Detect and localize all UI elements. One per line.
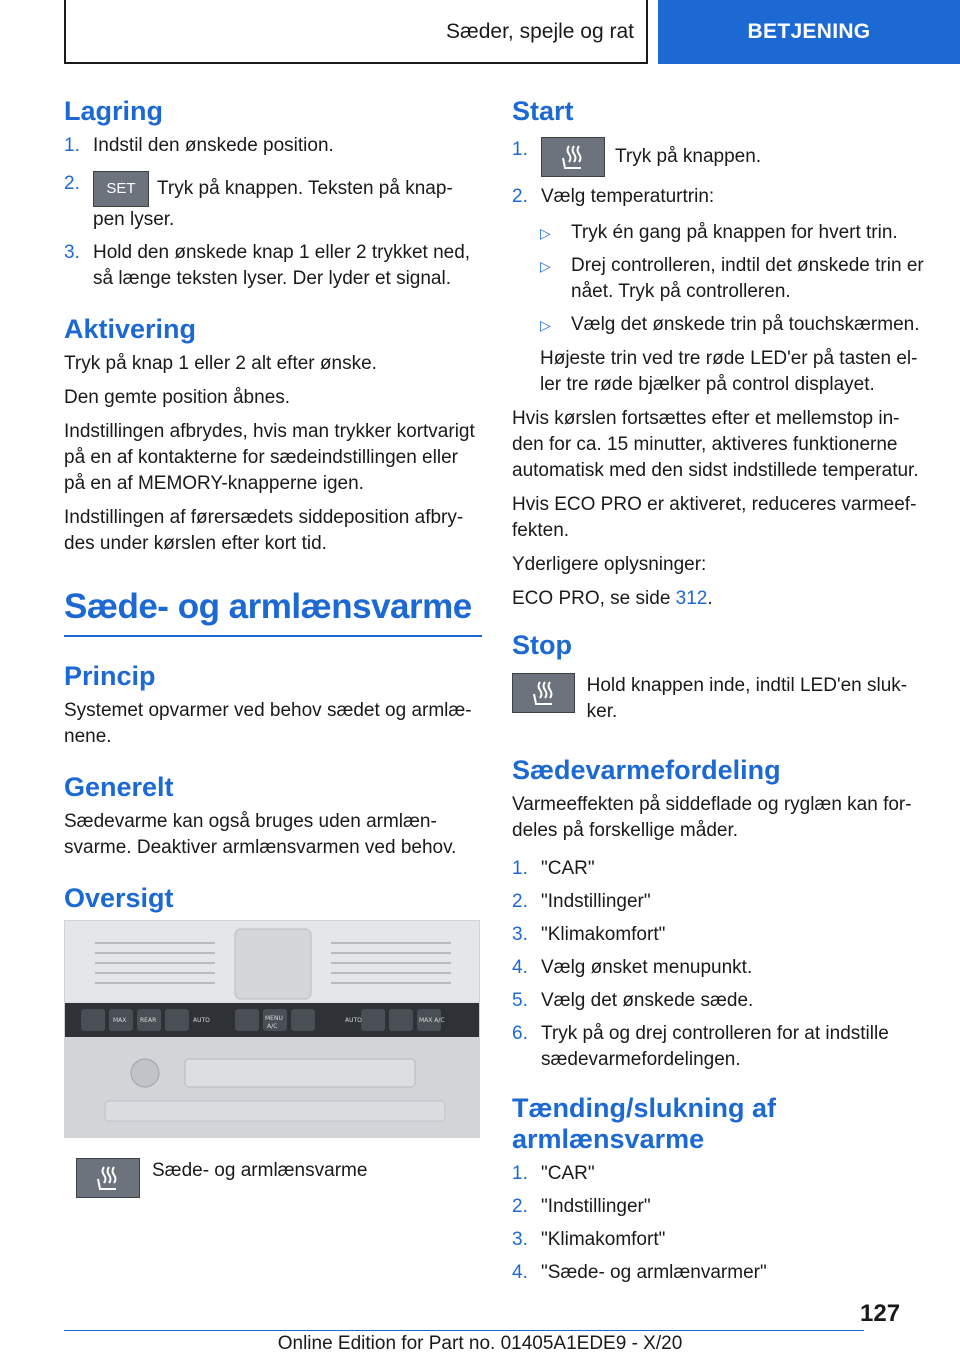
list-item: [512, 137, 930, 177]
photo-label: MAX: [113, 1017, 127, 1025]
paragraph: Hvis ECO PRO er aktiveret, reduceres varmeef-fekten.: [512, 494, 917, 542]
paragraph: Indstillingen af førersædets siddeposition afbry-des under kørslen efter kort tid.: [64, 507, 464, 555]
heading-aktivering: Aktivering: [64, 314, 197, 345]
photo-label: AUTO: [193, 1017, 210, 1025]
step-number: 2.: [64, 173, 80, 195]
list-item: 2. "Indstillinger": [512, 891, 651, 913]
paragraph: Hold knappen inde, indtil LED'en sluk-ker.: [586, 675, 908, 723]
heading-start: Start: [512, 96, 574, 126]
photo-label: A/C: [267, 1023, 278, 1031]
chapter-title: Sæde- og armlænsvarme: [64, 587, 482, 637]
start-steps: [512, 137, 930, 210]
list-item: 3. "Klimakomfort": [512, 924, 666, 946]
heading-princip: Princip: [64, 661, 156, 692]
heading-generelt: Generelt: [64, 772, 174, 803]
list-item: ▷ Drej controlleren, indtil det ønskede trin er nået. Tryk på controlleren.: [540, 255, 924, 303]
list-item: 5. Vælg det ønskede sæde.: [512, 990, 754, 1012]
footer-rule: [64, 1330, 864, 1331]
start-options: [512, 220, 930, 338]
paragraph: Yderligere oplysninger:: [512, 554, 707, 576]
triangle-bullet-icon: ▷: [540, 258, 551, 275]
step-number: 1.: [64, 135, 80, 157]
heading-saedevarmefordeling: Sædevarmefordeling: [512, 755, 781, 786]
list-item: 4. "Sæde- og armlænvarmer": [512, 1262, 767, 1284]
photo-label: MAX A/C: [419, 1017, 445, 1025]
list-item: 3. "Klimakomfort": [512, 1229, 666, 1251]
step-text: Hold den ønskede knap 1 eller 2 trykket ned, så længe teksten lyser. Der lyder et signal.: [93, 242, 471, 290]
page-link[interactable]: 312: [675, 588, 708, 610]
step-number: 1.: [512, 139, 528, 161]
paragraph: Højeste trin ved tre røde LED'er på tasten el-ler tre røde bjælker på control displayet.: [540, 348, 918, 396]
page-number: 127: [860, 1300, 901, 1327]
paragraph: Indstillingen afbrydes, hvis man trykker kortvarigt på en af kontakterne for sædeindstillingen eller på en af MEMORY-knapperne igen.: [64, 421, 475, 495]
fordeling-steps: [512, 856, 930, 1073]
seat-heating-button-icon: [76, 1158, 140, 1198]
right-column: [512, 96, 930, 1296]
left-column: [64, 96, 482, 1198]
seat-heating-button-icon: [541, 137, 605, 177]
paragraph: Hvis kørslen fortsættes efter et mellemstop in-den for ca. 15 minutter, aktiveres funktionerne automatisk med den sidst indstillede temperatur.: [512, 408, 919, 482]
set-button-icon: SET: [93, 171, 149, 207]
paragraph: Tryk på knap 1 eller 2 alt efter ønske.: [64, 353, 377, 375]
stop-row: [512, 673, 930, 733]
footer-edition: [0, 1333, 960, 1355]
step-text: Vælg temperaturtrin:: [541, 186, 715, 208]
photo-label: REAR: [140, 1017, 157, 1025]
step-number: 2.: [512, 186, 528, 208]
list-item: 4. Vælg ønsket menupunkt.: [512, 957, 753, 979]
list-item: [64, 240, 482, 292]
paragraph: Varmeeffekten på siddeflade og ryglæn kan for-deles på forskellige måder.: [512, 794, 912, 842]
list-item: [512, 184, 930, 210]
step-text: Tryk på knappen. Teksten på knap-pen lyser.: [93, 178, 453, 231]
paragraph: Systemet opvarmer ved behov sædet og armlæ-nene.: [64, 700, 472, 748]
paragraph: ECO PRO, se side 312.: [512, 588, 713, 610]
list-item: 1. "CAR": [512, 1163, 595, 1185]
paragraph: Sædevarme kan også bruges uden armlæn-svarme. Deaktiver armlænsvarmen ved behov.: [64, 811, 457, 859]
lagring-steps: [64, 133, 482, 292]
list-item: [64, 171, 482, 233]
edition-text: Online Edition for Part no. 01405A1EDE9 - X/20: [277, 1333, 683, 1354]
step-text: Indstil den ønskede position.: [93, 135, 334, 157]
list-item: [64, 133, 482, 159]
paragraph: Den gemte position åbnes.: [64, 387, 291, 409]
seat-heating-button-icon: [512, 673, 575, 713]
list-item: 6. Tryk på og drej controlleren for at indstille sædevarmefordelingen.: [512, 1023, 889, 1071]
oversigt-caption: [64, 1158, 482, 1198]
photo-label: AUTO: [345, 1017, 362, 1025]
step-text: Tryk på knappen.: [615, 146, 762, 168]
triangle-bullet-icon: ▷: [540, 317, 551, 334]
heading-oversigt: Oversigt: [64, 883, 174, 914]
taending-steps: [512, 1161, 930, 1286]
header-chapter-tab[interactable]: BETJENING: [658, 0, 960, 64]
caption-text: Sæde- og armlænsvarme: [152, 1160, 368, 1182]
list-item: 1. "CAR": [512, 858, 595, 880]
step-number: 3.: [64, 242, 80, 264]
list-item: ▷ Vælg det ønskede trin på touchskærmen.: [540, 312, 930, 338]
triangle-bullet-icon: ▷: [540, 225, 551, 242]
header-section-title: Sæder, spejle og rat: [446, 20, 634, 43]
heading-stop: Stop: [512, 630, 572, 661]
heading-taending: Tænding/slukning af armlænsvarme: [512, 1093, 776, 1155]
climate-panel-photo: [64, 920, 480, 1138]
heading-lagring: Lagring: [64, 96, 163, 126]
list-item: ▷ Tryk én gang på knappen for hvert trin.: [540, 220, 930, 246]
photo-label: MENU: [265, 1015, 283, 1023]
list-item: 2. "Indstillinger": [512, 1196, 651, 1218]
